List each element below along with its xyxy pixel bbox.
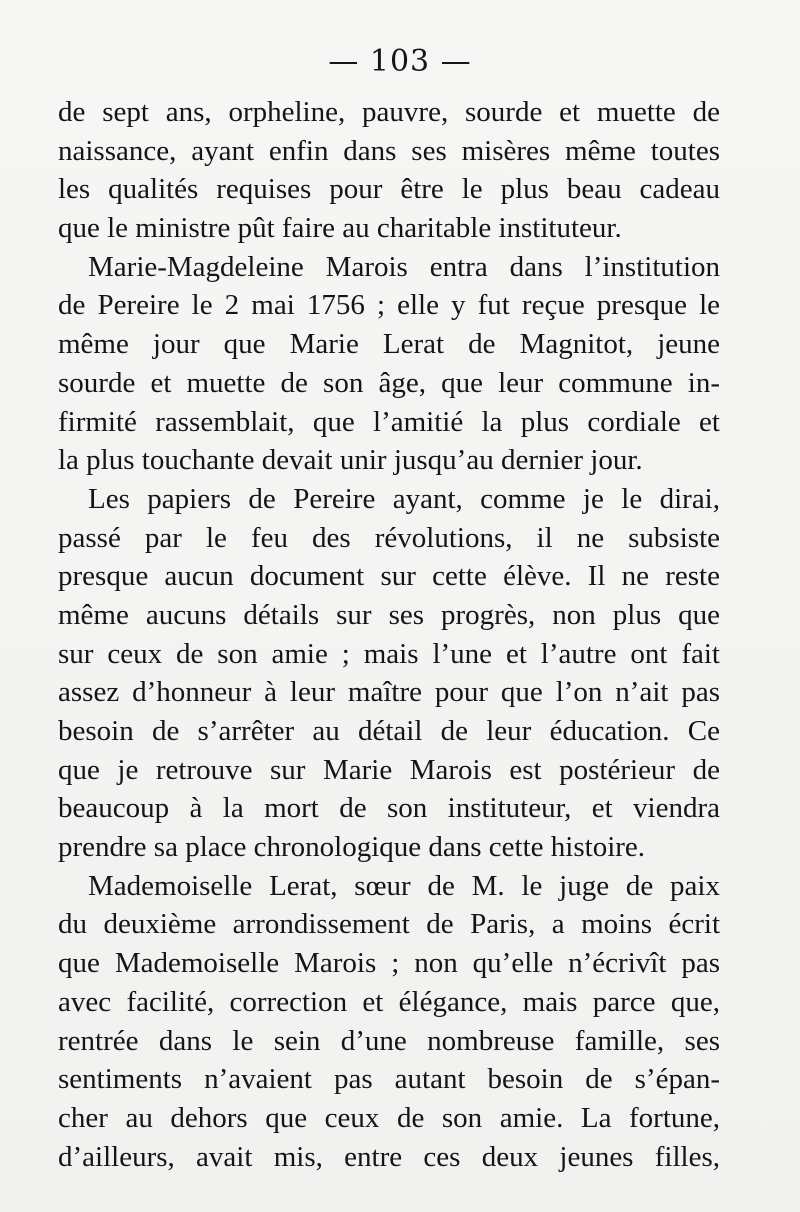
body-text bbox=[58, 93, 720, 1176]
text-line: que je retrouve sur Marie Marois est postérieur de bbox=[58, 753, 720, 786]
text-line: presque aucun document sur cette élève. Il ne reste bbox=[58, 560, 720, 593]
text-line: d’ailleurs, avait mis, entre ces deux jeunes filles, bbox=[58, 1140, 720, 1173]
page-number: — 103 — bbox=[328, 44, 472, 79]
paragraph-3 bbox=[58, 480, 720, 867]
paragraph-1 bbox=[58, 93, 720, 248]
text-line: que le ministre pût faire au charitable instituteur. bbox=[58, 212, 622, 245]
text-line: sourde et muette de son âge, que leur commune in- bbox=[58, 366, 720, 399]
text-line: même jour que Marie Lerat de Magnitot, jeune bbox=[58, 328, 720, 361]
text-line: la plus touchante devait unir jusqu’au dernier jour. bbox=[58, 444, 643, 477]
text-line: Marie-Magdeleine Marois entra dans l’institution bbox=[88, 250, 720, 283]
text-line: besoin de s’arrêter au détail de leur éducation. Ce bbox=[58, 715, 720, 747]
text-line: firmité rassemblait, que l’amitié la plus cordiale et bbox=[58, 405, 720, 438]
text-line: sur ceux de son amie ; mais l’une et l’autre ont fait bbox=[58, 637, 720, 670]
text-line: rentrée dans le sein d’une nombreuse famille, ses bbox=[58, 1024, 720, 1057]
text-line: cher au dehors que ceux de son amie. La fortune, bbox=[58, 1101, 720, 1134]
text-line: sentiments n’avaient pas autant besoin de s’épan- bbox=[58, 1063, 720, 1096]
text-line: avec facilité, correction et élégance, mais parce que, bbox=[58, 985, 720, 1018]
text-line: passé par le feu des révolutions, il ne subsiste bbox=[58, 521, 720, 554]
text-line: que Mademoiselle Marois ; non qu’elle n’écrivît pas bbox=[58, 947, 720, 980]
text-line: du deuxième arrondissement de Paris, a moins écrit bbox=[58, 908, 720, 941]
text-line: naissance, ayant enfin dans ses misères même toutes bbox=[58, 134, 720, 167]
paragraph-2 bbox=[58, 248, 720, 480]
text-line: les qualités requises pour être le plus beau cadeau bbox=[58, 173, 720, 206]
text-line: de Pereire le 2 mai 1756 ; elle y fut reçue presque le bbox=[58, 289, 720, 322]
text-line: prendre sa place chronologique dans cette histoire. bbox=[58, 831, 646, 864]
text-line: de sept ans, orpheline, pauvre, sourde et muette de bbox=[58, 96, 720, 128]
text-line: Les papiers de Pereire ayant, comme je le dirai, bbox=[88, 482, 720, 515]
paragraph-4 bbox=[58, 867, 720, 1177]
text-line: même aucuns détails sur ses progrès, non plus que bbox=[58, 598, 720, 631]
text-line: beaucoup à la mort de son instituteur, et viendra bbox=[58, 792, 720, 825]
text-line: Mademoiselle Lerat, sœur de M. le juge de paix bbox=[88, 869, 720, 902]
text-line: assez d’honneur à leur maître pour que l’on n’ait pas bbox=[58, 676, 720, 709]
